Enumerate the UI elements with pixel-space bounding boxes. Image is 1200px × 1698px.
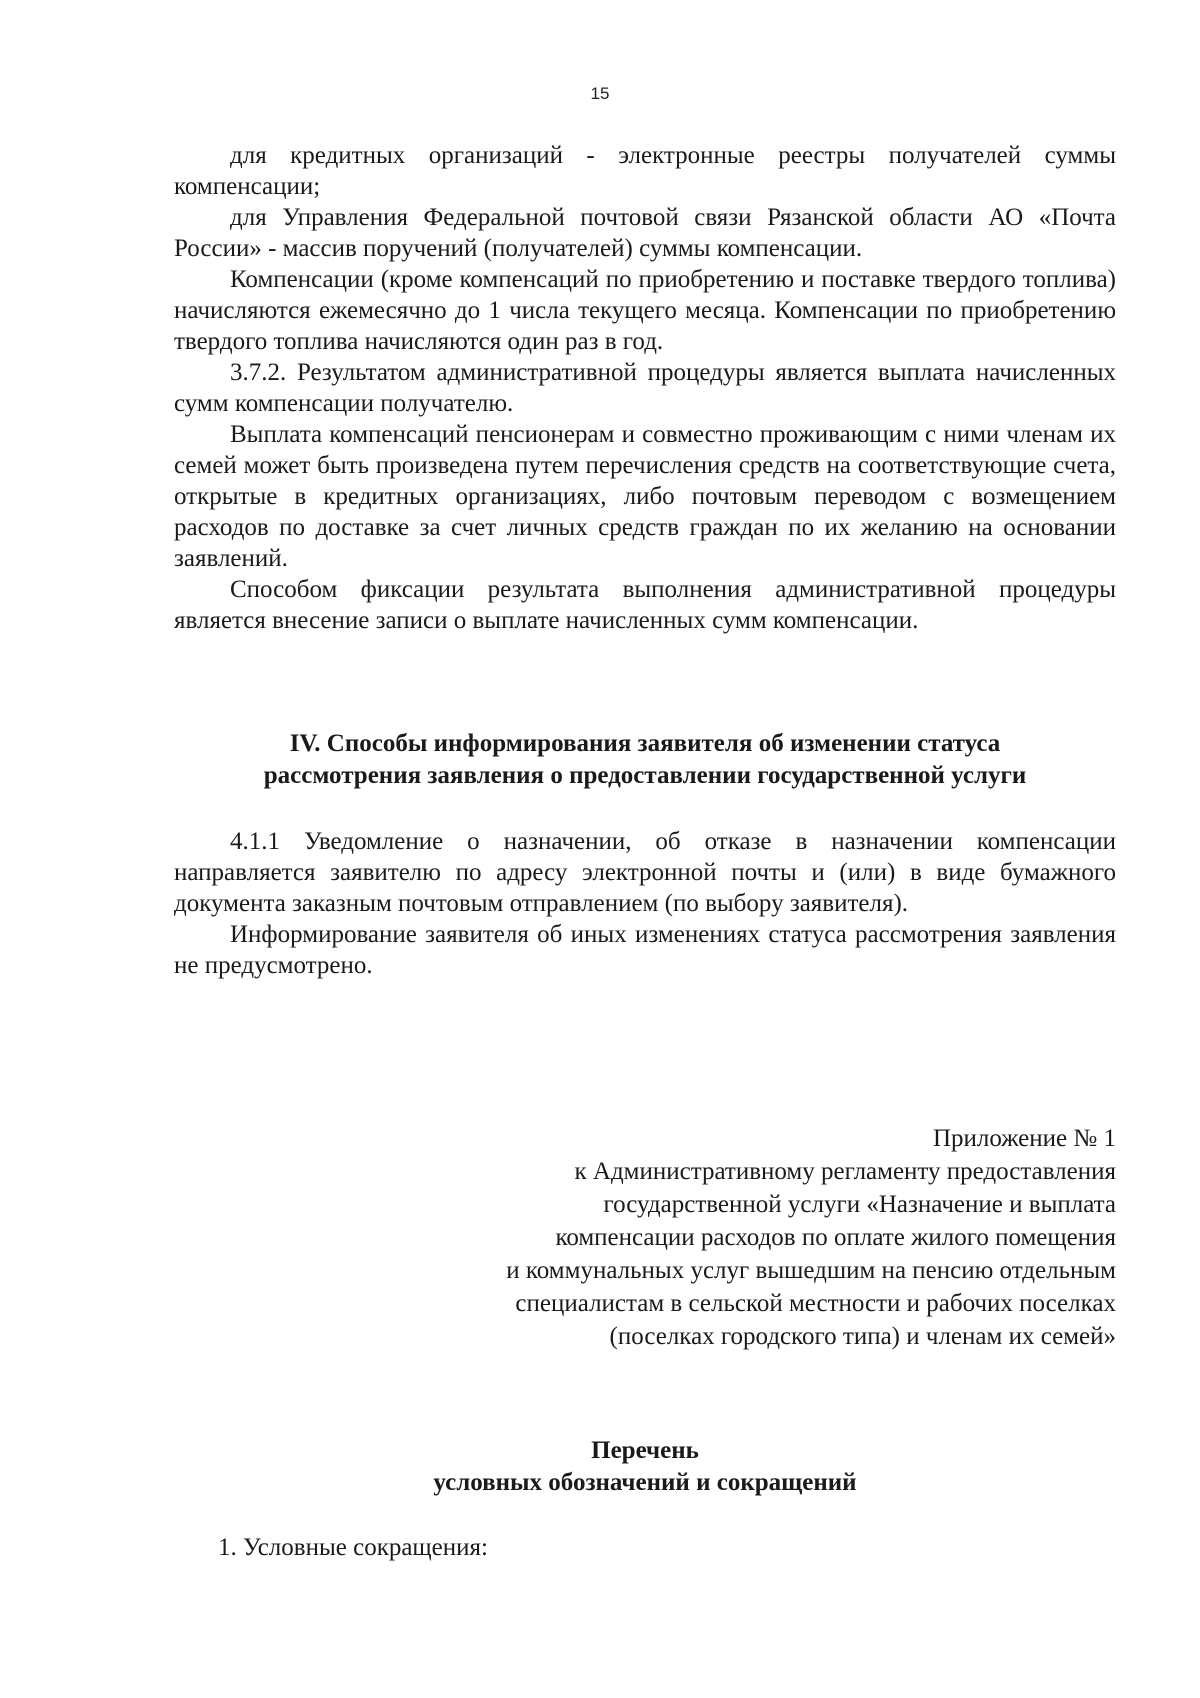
appendix-line: (поселках городского типа) и членам их семей» <box>609 1323 1116 1350</box>
appendix-line: и коммунальных услуг вышедшим на пенсию отдельным <box>506 1257 1116 1284</box>
appendix-line: к Административному регламенту предоставления <box>574 1158 1116 1185</box>
appendix-line: Приложение № 1 <box>932 1125 1116 1152</box>
page-number: 15 <box>590 84 610 103</box>
paragraph: для кредитных организаций - электронные реестры получателей суммы компенсации; <box>174 142 1116 200</box>
section-3-body <box>174 140 1116 636</box>
appendix-line: специалистам в сельской местности и рабочих поселках <box>515 1290 1116 1317</box>
paragraph: Способом фиксации результата выполнения административной процедуры является внесение записи о выплате начисленных сумм компенсации. <box>174 576 1116 634</box>
paragraph: 4.1.1 Уведомление о назначении, об отказе в назначении компенсации направляется заявителю по адресу электронной почты и (или) в виде бумажного документа заказным почтовым отправлением (по выбору заявителя). <box>174 828 1116 917</box>
list-title-line-1: Перечень <box>591 1437 699 1464</box>
appendix-line: компенсации расходов по оплате жилого помещения <box>555 1224 1116 1251</box>
paragraph: 3.7.2. Результатом административной процедуры является выплата начисленных сумм компенсации получателю. <box>174 359 1116 417</box>
list-title <box>174 1435 1116 1499</box>
appendix-note <box>356 1122 1116 1353</box>
paragraph: Компенсации (кроме компенсаций по приобретению и поставке твердого топлива) начисляются ежемесячно до 1 числа текущего месяца. Компенсации по приобретению твердого топлива начисляются один раз в год. <box>174 266 1116 355</box>
appendix-line: государственной услуги «Назначение и выплата <box>603 1191 1116 1218</box>
paragraph: Выплата компенсаций пенсионерам и совместно проживающим с ними членам их семей может быть произведена путем перечисления средств на соответствующие счета, открытые в кредитных организациях, либо почтовым переводом с возмещением расходов по доставке за счет личных средств граждан по их желанию на основании заявлений. <box>174 421 1116 572</box>
paragraph: для Управления Федеральной почтовой связи Рязанской области АО «Почта России» - массив поручений (получателей) суммы компенсации. <box>174 204 1116 262</box>
section-4-body <box>174 826 1116 981</box>
list-item: 1. Условные сокращения: <box>218 1534 488 1561</box>
section-4-heading-line-2: рассмотрения заявления о предоставлении государственной услуги <box>263 762 1027 789</box>
section-4-heading-line-1: IV. Способы информирования заявителя об изменении статуса <box>289 730 1001 757</box>
section-4-heading <box>174 728 1116 792</box>
paragraph: Информирование заявителя об иных изменениях статуса рассмотрения заявления не предусмотрено. <box>174 921 1116 979</box>
list-title-line-2: условных обозначений и сокращений <box>433 1469 857 1496</box>
